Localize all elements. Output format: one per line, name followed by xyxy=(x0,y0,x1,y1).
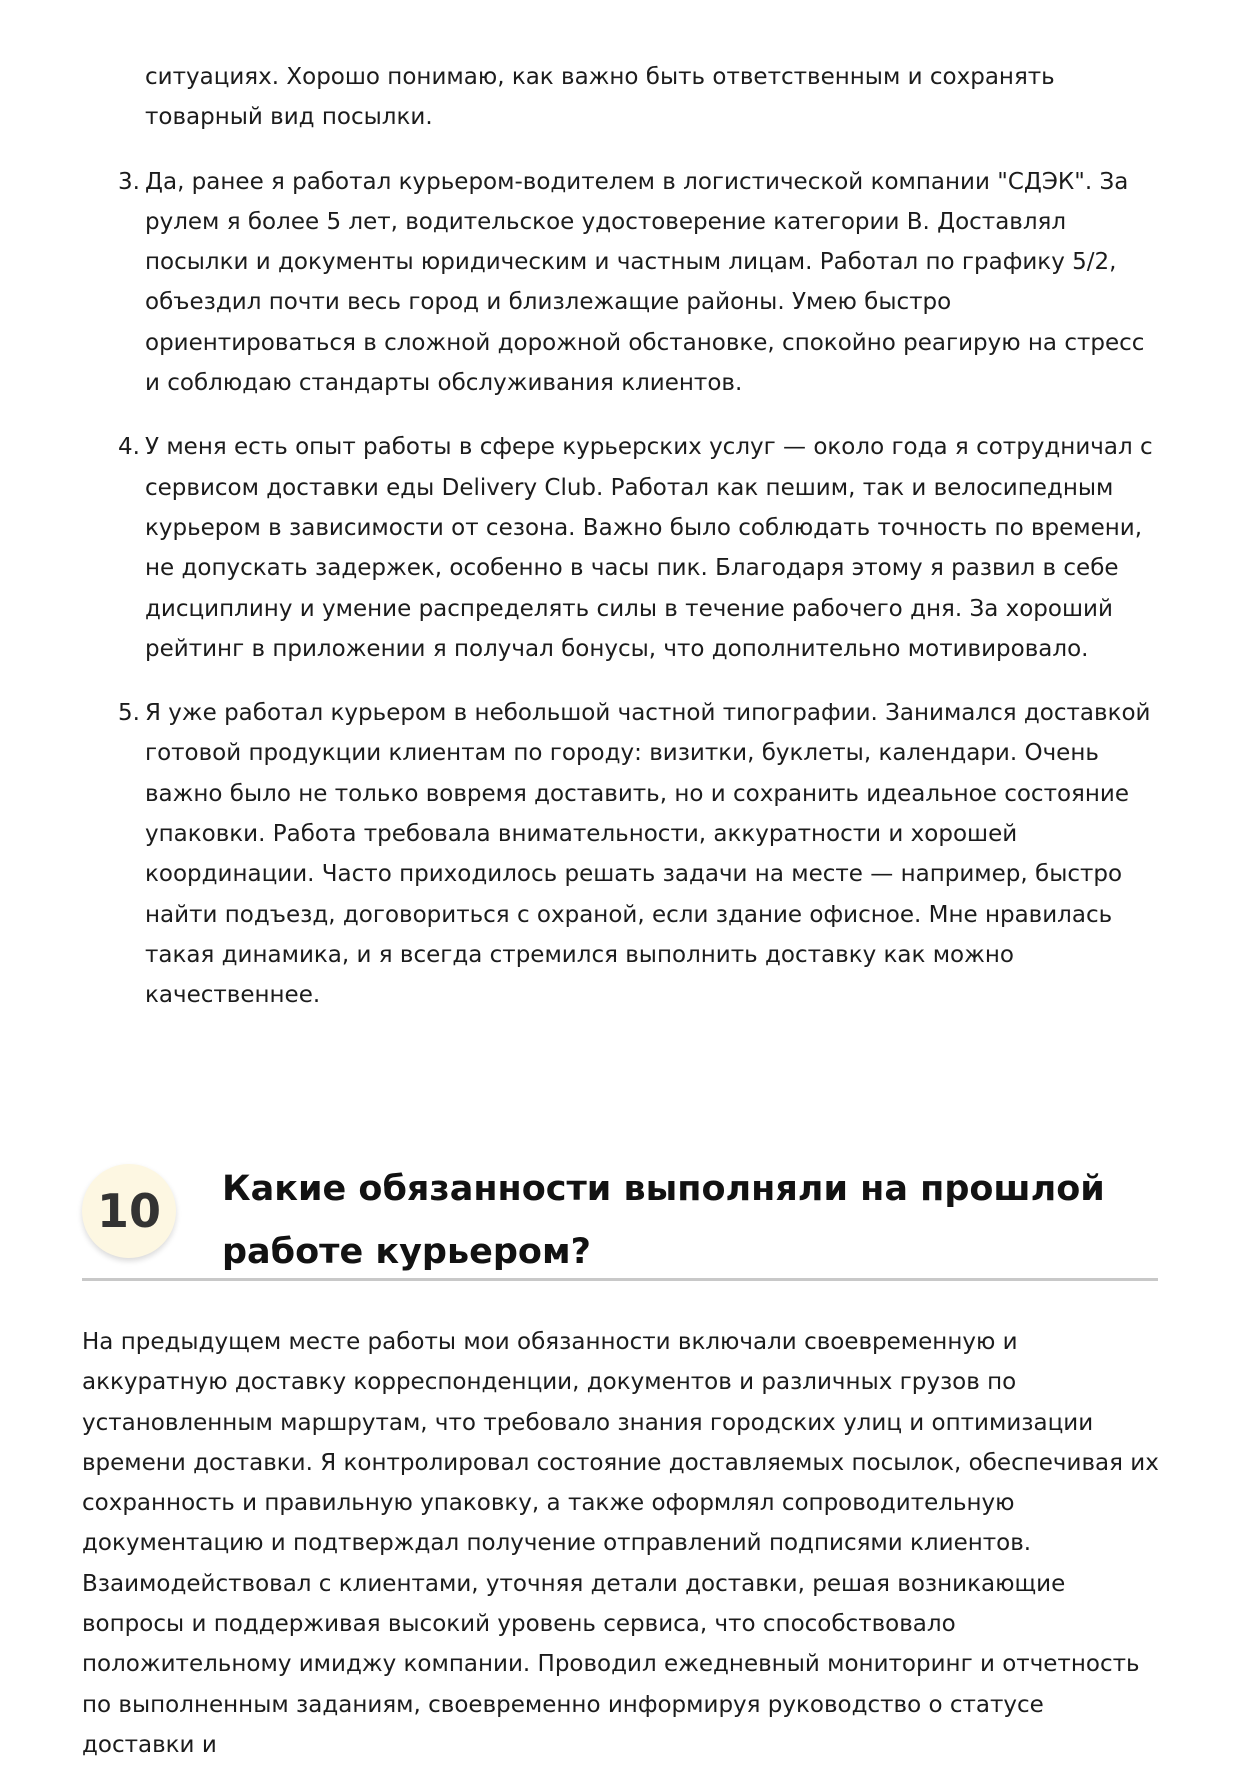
answer-text: Я уже работал курьером в небольшой частной типографии. Занимался доставкой готовой продукции клиентам по городу: визитки, буклеты, календари. Очень важно было не только вовремя доставить, но и сохранить идеальное состояние упаковки. Работа требовала внимательности, аккуратности и хорошей координации. Часто приходилось решать задачи на месте — например, быстро найти подъезд, договориться с охраной, если здание офисное. Мне нравилась такая динамика, и я всегда стремился выполнить доставку как можно качественнее. xyxy=(145,700,1151,1009)
answer-text: У меня есть опыт работы в сфере курьерских услуг — около года я сотрудничал с сервисом доставки еды Delivery Club. Работал как пешим, так и велосипедным курьером в зависимости от сезона. Важно было соблюдать точность по времени, не допускать задержек, особенно в часы пик. Благодаря этому я развил в себе дисциплину и умение распределять силы в течение рабочего дня. За хороший рейтинг в приложении я получал бонусы, что дополнительно мотивировало. xyxy=(145,434,1153,662)
question-number-badge: 10 xyxy=(82,1164,176,1258)
answer-paragraph: На предыдущем месте работы мои обязанности включали своевременную и аккуратную доставку корреспонденции, документов и различных грузов по установленным маршрутам, что требовало знания городских улиц и оптимизации времени доставки. Я контролировал состояние доставляемых посылок, обеспечивая их сохранность и правильную упаковку, а также оформлял сопроводительную документацию и подтверждал получение отправлений подписями клиентов. Взаимодействовал с клиентами, уточняя детали доставки, решая возникающие вопросы и поддерживая высокий уровень сервиса, что способствовало положительному имиджу компании. Проводил ежедневный мониторинг и отчетность по выполненным заданиям, своевременно информируя руководство о статусе доставки и xyxy=(82,1329,1159,1758)
answer-item-4 xyxy=(118,427,1165,669)
heading-divider xyxy=(82,1278,1158,1281)
answer-text: Да, ранее я работал курьером-водителем в логистической компании "СДЭК". За рулем я более 5 лет, водительское удостоверение категории B. Доставлял посылки и документы юридическим и частным лицам. Работал по графику 5/2, объездил почти весь город и близлежащие районы. Умею быстро ориентироваться в сложной дорожной обстановке, спокойно реагирую на стресс и соблюдаю стандарты обслуживания клиентов. xyxy=(145,168,1145,397)
answer-list xyxy=(118,57,1165,1040)
question-title: Какие обязанности выполняли на прошлой работе курьером? xyxy=(222,1169,1105,1272)
answer-item-3 xyxy=(118,162,1165,404)
answer-text: ситуациях. Хорошо понимаю, как важно быть ответственным и сохранять товарный вид посылки. xyxy=(145,64,1055,131)
answer-item-5 xyxy=(118,693,1165,1015)
answer-number: 5. xyxy=(118,700,140,727)
answer-item-continued xyxy=(145,57,1165,138)
answer-number: 4. xyxy=(118,434,140,461)
answer-number: 3. xyxy=(118,168,140,195)
question-heading xyxy=(82,1158,1158,1284)
